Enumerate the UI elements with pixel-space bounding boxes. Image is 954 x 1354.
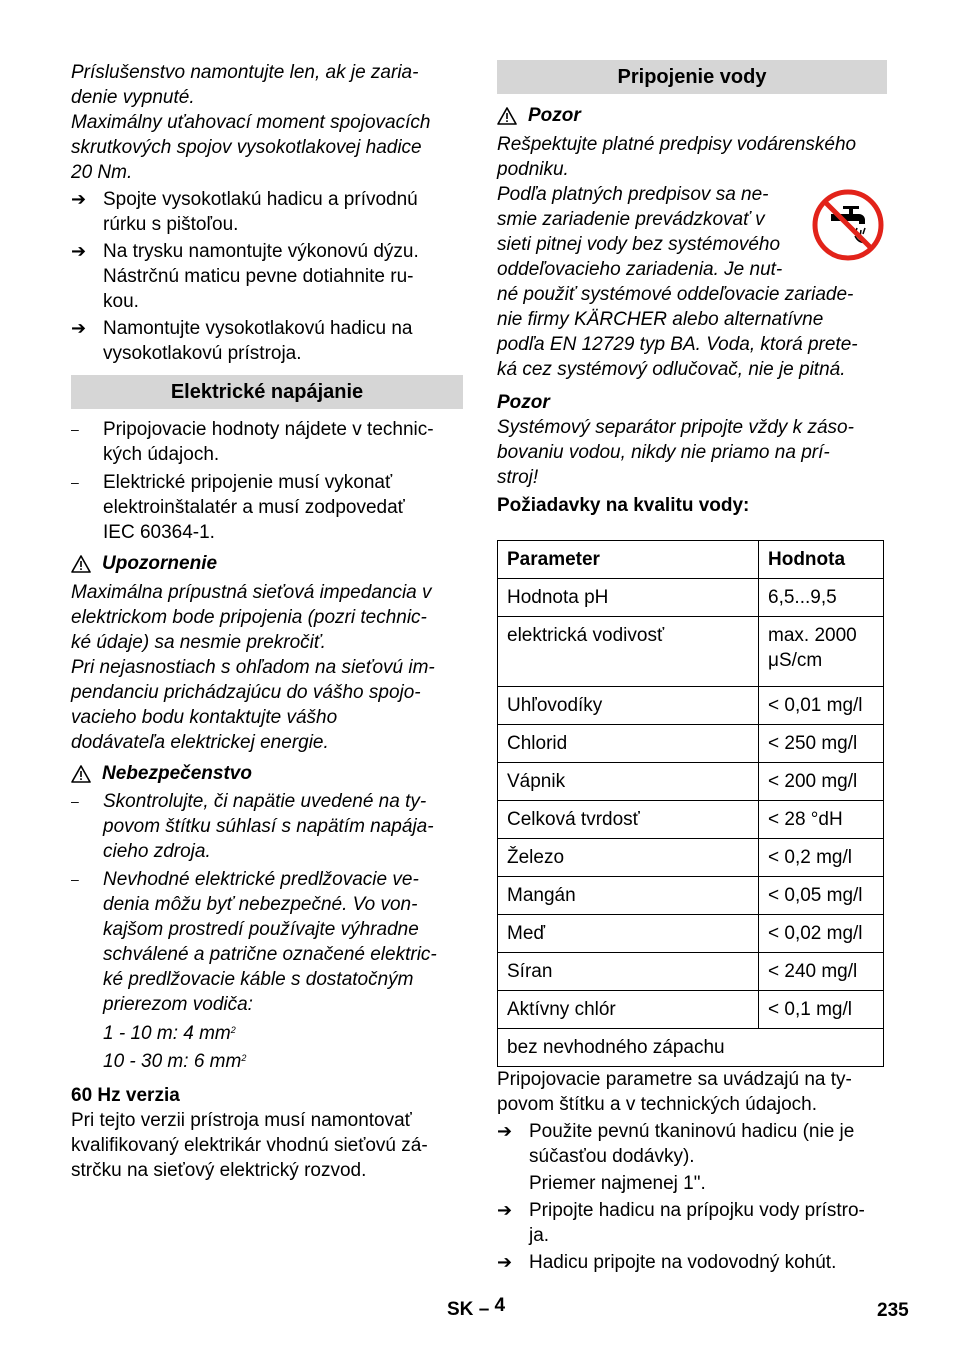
table-row (498, 991, 884, 1029)
table-cell: < 0,1 mg/l (759, 991, 884, 1029)
step-item (497, 1198, 887, 1248)
dash-bullet: – (71, 474, 79, 490)
text-line: dodávateľa elektrickej energie. (71, 732, 329, 753)
table-cell: Uhľovodíky (498, 687, 759, 725)
left-column (71, 60, 463, 1183)
text-line: strčku na sieťový elektrický rozvod. (71, 1160, 367, 1181)
list-item (71, 417, 463, 467)
text-line: 20 Nm. (71, 162, 133, 183)
dash-bullet: – (71, 871, 79, 887)
arrow-right-icon: ➔ (497, 1252, 513, 1272)
list-line: elektroinštalatér a musí zodpovedať (103, 497, 405, 518)
section-number: 4 (494, 1295, 506, 1316)
text-line: Podľa platných predpisov sa ne- (497, 184, 769, 205)
superscript: 2 (241, 1053, 247, 1063)
list-line: Pripojovacie hodnoty nájdete v technic- (103, 419, 434, 440)
table-cell: Chlorid (498, 725, 759, 763)
table-cell: Železo (498, 839, 759, 877)
text-line: Pri nejasnostiach s ohľadom na sieťovú im- (71, 657, 435, 678)
arrow-right-icon: ➔ (71, 318, 87, 338)
table-cell: max. 2000 μS/cm (759, 617, 884, 687)
text-line: pendanciu prichádzajúcu do vášho spojo- (71, 682, 421, 703)
table-cell: < 0,2 mg/l (759, 839, 884, 877)
after-table-text (497, 1067, 887, 1117)
text-line: kvalifikovaný elektrikár vhodnú sieťovú zá- (71, 1135, 428, 1156)
no-drinking-water-icon (811, 188, 885, 262)
cable-spec-1 (71, 1021, 463, 1046)
table-row (498, 763, 884, 801)
text-line: bovaniu vodou, nikdy nie priamo na prí- (497, 442, 830, 463)
text-line: ké údaje) sa nesmie prekročiť. (71, 632, 326, 653)
table-header-cell: Hodnota (759, 541, 884, 579)
caution-label-row (497, 103, 887, 128)
step-line: Spojte vysokotlakú hadicu a prívodnú (103, 189, 418, 210)
table-row (498, 839, 884, 877)
table-cell: Mangán (498, 877, 759, 915)
table-row (498, 579, 884, 617)
list-line: cieho zdroja. (103, 841, 211, 862)
text-line: vacieho bodu kontaktujte vášho (71, 707, 338, 728)
text-line: denie vypnuté. (71, 87, 195, 108)
text-line: ká cez systémový odlučovač, nie je pitná. (497, 359, 846, 380)
water-quality-table (497, 540, 884, 1067)
table-cell: < 0,02 mg/l (759, 915, 884, 953)
language-label: SK (447, 1299, 474, 1320)
table-cell: 6,5...9,5 (759, 579, 884, 617)
warning-label-row (71, 551, 463, 576)
cable-spec-text: 1 - 10 m: 4 mm (103, 1023, 231, 1044)
text-line: podniku. (497, 159, 569, 180)
list-line: Nevhodné elektrické predlžovacie ve- (103, 869, 419, 890)
text-line: Maximálny uťahovací moment spojovacích (71, 112, 431, 133)
subheading-60hz: 60 Hz verzia (71, 1085, 180, 1106)
arrow-right-icon: ➔ (497, 1200, 513, 1220)
list-line: kajšom prostredí používajte výhradne (103, 919, 419, 940)
text-line: stroj! (497, 467, 539, 488)
warning-triangle-icon (497, 107, 517, 125)
step-line: súčasťou dodávky). (529, 1146, 695, 1167)
step-item (71, 239, 463, 314)
section-heading-water: Pripojenie vody (497, 60, 887, 94)
table-cell: Meď (498, 915, 759, 953)
warning-triangle-icon (71, 765, 91, 783)
step-item (497, 1250, 887, 1275)
step-line: Použite pevnú tkaninovú hadicu (nie je (529, 1121, 855, 1142)
text-line: podľa EN 12729 typ BA. Voda, ktorá prete- (497, 334, 858, 355)
dash-bullet: – (71, 421, 79, 437)
table-cell: < 240 mg/l (759, 953, 884, 991)
section-heading-electric: Elektrické napájanie (71, 375, 463, 409)
table-cell: bez nevhodného zápachu (498, 1029, 884, 1067)
table-cell: < 0,05 mg/l (759, 877, 884, 915)
table-row (498, 1029, 884, 1067)
text-line: Maximálna prípustná sieťová impedancia v (71, 582, 432, 603)
warning-label: Upozornenie (102, 553, 218, 574)
text-line: Pripojovacie parametre sa uvádzajú na ty- (497, 1069, 852, 1090)
step-item (497, 1119, 887, 1169)
text-line: nie firmy KÄRCHER alebo alternatívne (497, 309, 824, 330)
caution-text-2 (497, 415, 887, 490)
step-line: Na trysku namontujte výkonovú dýzu. (103, 241, 419, 262)
step-line: rúrku s pištoľou. (103, 214, 239, 235)
danger-label: Nebezpečenstvo (102, 763, 252, 784)
list-item (71, 470, 463, 545)
list-line: Elektrické pripojenie musí vykonať (103, 472, 393, 493)
table-cell: elektrická vodivosť (498, 617, 759, 687)
step-item (71, 187, 463, 237)
caution-text (497, 132, 887, 382)
table-header-cell: Parameter (498, 541, 759, 579)
table-cell: < 200 mg/l (759, 763, 884, 801)
step-line: Pripojte hadicu na prípojku vody prístro- (529, 1200, 865, 1221)
right-column (497, 60, 887, 1277)
table-cell: Síran (498, 953, 759, 991)
arrow-right-icon: ➔ (71, 189, 87, 209)
list-item (71, 789, 463, 864)
text-line: né použiť systémové oddeľovacie zariade- (497, 284, 854, 305)
water-quality-heading: Požiadavky na kvalitu vody: (497, 495, 750, 516)
danger-label-row (71, 761, 463, 786)
text-line: Pri tejto verzii prístroja musí namontovať (71, 1110, 412, 1131)
table-row (498, 617, 884, 687)
warning-triangle-icon (71, 555, 91, 573)
table-header-row (498, 541, 884, 579)
table-cell: < 0,01 mg/l (759, 687, 884, 725)
table-cell: < 250 mg/l (759, 725, 884, 763)
text-line: Systémový separátor pripojte vždy k záso- (497, 417, 854, 438)
text-line: smie zariadenie prevádzkovať v (497, 209, 765, 230)
text-line: povom štítku a v technických údajoch. (497, 1094, 817, 1115)
list-line: Skontrolujte, či napätie uvedené na ty- (103, 791, 427, 812)
step-line: vysokotlakovú prístroja. (103, 343, 302, 364)
warning-text (71, 580, 463, 755)
dash-bullet: – (71, 793, 79, 809)
table-cell: Celková tvrdosť (498, 801, 759, 839)
table-row (498, 915, 884, 953)
cable-spec-text: 10 - 30 m: 6 mm (103, 1051, 242, 1072)
caution-label: Pozor (528, 105, 581, 126)
list-line: ké predlžovacie káble s dostatočným (103, 969, 414, 990)
table-row (498, 877, 884, 915)
danger-list (71, 789, 463, 1074)
list-line: IEC 60364-1. (103, 522, 215, 543)
step-line: kou. (103, 291, 139, 312)
text-line: elektrickom bode pripojenia (pozri technic- (71, 607, 427, 628)
table-cell: Hodnota pH (498, 579, 759, 617)
cable-spec-2 (71, 1049, 463, 1074)
step-line: Hadicu pripojte na vodovodný kohút. (529, 1252, 837, 1273)
text-line: Rešpektujte platné predpisy vodárenského (497, 134, 857, 155)
text-line: oddeľovacieho zariadenia. Je nut- (497, 259, 783, 280)
page-footer-section (447, 1297, 505, 1322)
page-number: 235 (877, 1300, 909, 1321)
text-line: skrutkových spojov vysokotlakovej hadice (71, 137, 422, 158)
table-row (498, 725, 884, 763)
list-line: povom štítku súhlasí s napätím napája- (103, 816, 434, 837)
table-row (498, 801, 884, 839)
list-line: denia môžu byť nebezpečné. Vo von- (103, 894, 418, 915)
table-cell: < 28 °dH (759, 801, 884, 839)
table-cell: Vápnik (498, 763, 759, 801)
superscript: 2 (230, 1025, 236, 1035)
step-line: Namontujte vysokotlakovú hadicu na (103, 318, 413, 339)
intro-text (71, 60, 463, 185)
list-item (71, 867, 463, 1017)
step-item (71, 316, 463, 366)
arrow-right-icon: ➔ (71, 241, 87, 261)
list-line: kých údajoch. (103, 444, 220, 465)
diameter-note: Priemer najmenej 1". (529, 1173, 706, 1194)
caution-label: Pozor (497, 392, 550, 413)
step-line: Nástrčnú maticu pevne dotiahnite ru- (103, 266, 414, 287)
step-line: ja. (529, 1225, 550, 1246)
table-cell: Aktívny chlór (498, 991, 759, 1029)
text-line: Príslušenstvo namontujte len, ak je zaria- (71, 62, 419, 83)
text-line: sieti pitnej vody bez systémového (497, 234, 781, 255)
list-line: schválené a patrične označené elektric- (103, 944, 437, 965)
table-row (498, 687, 884, 725)
arrow-right-icon: ➔ (497, 1121, 513, 1141)
list-line: prierezom vodiča: (103, 994, 253, 1015)
hz-text (71, 1108, 463, 1183)
table-row (498, 953, 884, 991)
footer-dash: – (478, 1299, 490, 1320)
